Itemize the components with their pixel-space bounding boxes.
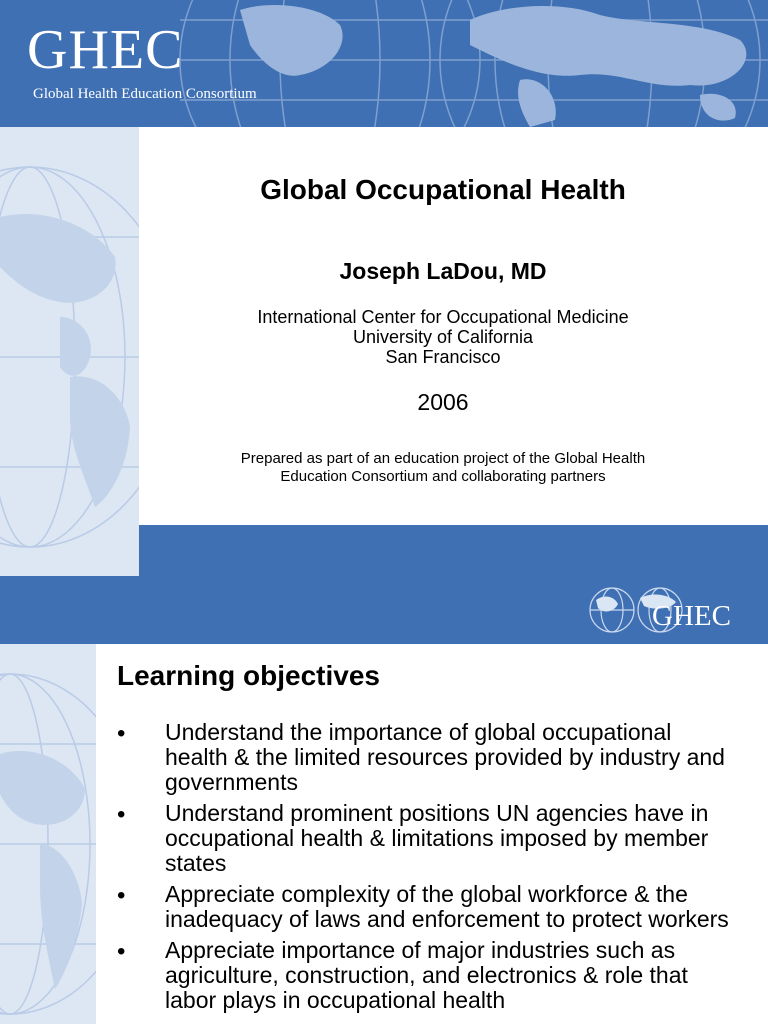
year: 2006 xyxy=(417,389,469,415)
objective-2-line-2: occupational health & limitations imposed by member xyxy=(165,825,709,851)
slide-title: Global Occupational Health xyxy=(260,174,626,205)
affiliation-line-1: International Center for Occupational Medicine xyxy=(257,307,629,327)
objective-2 xyxy=(165,801,755,876)
left-globe-panel xyxy=(0,127,139,576)
objective-3 xyxy=(165,882,755,932)
objective-4-line-3: labor plays in occupational health xyxy=(165,987,506,1013)
slide2-globe-panel xyxy=(0,644,96,1024)
objective-1-line-3: governments xyxy=(165,769,298,795)
bullet-4: • xyxy=(117,938,126,965)
affiliation-line-2: University of California xyxy=(352,327,534,347)
objective-4-line-2: agriculture, construction, and electronics & role that xyxy=(165,962,688,988)
author-name: Joseph LaDou, MD xyxy=(339,258,547,284)
objective-3-line-2: inadequacy of laws and enforcement to protect workers xyxy=(165,906,729,932)
note-line-2: Education Consortium and collaborating partners xyxy=(280,468,606,485)
ghec-logo: GHEC xyxy=(27,19,184,81)
note-line-1: Prepared as part of an education project of the Global Health xyxy=(240,450,646,467)
objective-2-line-3: states xyxy=(165,850,227,876)
globe-graphic-2 xyxy=(0,644,96,1024)
header-band xyxy=(0,0,768,127)
ghec-small-logo: GHEC xyxy=(652,600,731,632)
objective-3-line-1: Appreciate complexity of the global workforce & the xyxy=(165,881,688,907)
bullet-3: • xyxy=(117,882,126,909)
bullet-1: • xyxy=(117,720,126,747)
objectives-title: Learning objectives xyxy=(117,660,380,691)
slide1-bottom-strip xyxy=(139,525,768,576)
globe-graphic xyxy=(0,127,139,576)
objective-1 xyxy=(165,720,755,795)
objective-4 xyxy=(165,938,755,1013)
slide2-header-band xyxy=(0,576,768,644)
objective-4-line-1: Appreciate importance of major industries such as xyxy=(165,937,676,963)
objective-1-line-2: health & the limited resources provided by industry and xyxy=(165,744,725,770)
affiliation-line-3: San Francisco xyxy=(385,347,501,367)
objective-2-line-1: Understand prominent positions UN agencies have in xyxy=(165,800,709,826)
objective-1-line-1: Understand the importance of global occupational xyxy=(165,719,672,745)
bullet-2: • xyxy=(117,801,126,828)
logo-subtitle: Global Health Education Consortium xyxy=(33,86,257,102)
